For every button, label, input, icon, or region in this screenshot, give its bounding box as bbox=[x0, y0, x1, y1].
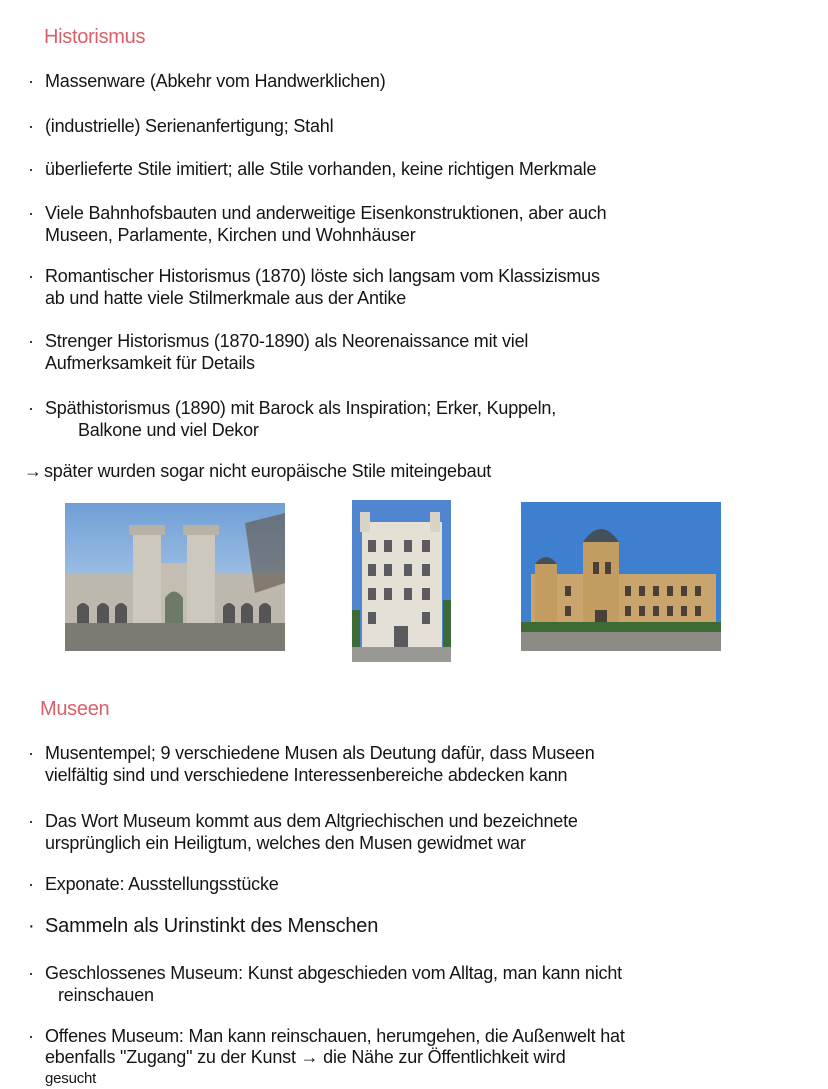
photo-sandstone-building bbox=[521, 502, 721, 651]
item-text: Aufmerksamkeit für Details bbox=[45, 353, 255, 373]
item-text: vielfältig sind und verschiedene Interessenbereiche abdecken kann bbox=[45, 765, 568, 785]
bullet: · bbox=[28, 203, 34, 223]
item-text: reinschauen bbox=[58, 985, 154, 1005]
bullet: · bbox=[28, 811, 34, 831]
item-text: überlieferte Stile imitiert; alle Stile vorhanden, keine richtigen Merkmale bbox=[45, 159, 597, 179]
item-text: gesucht bbox=[45, 1070, 97, 1087]
list-item bbox=[28, 810, 808, 854]
item-text: (industrielle) Serienanfertigung; Stahl bbox=[45, 116, 334, 136]
item-text: ab und hatte viele Stilmerkmale aus der Antike bbox=[45, 288, 407, 308]
list-item bbox=[28, 330, 808, 374]
item-text: Museen, Parlamente, Kirchen und Wohnhäuser bbox=[45, 225, 416, 245]
bullet: · bbox=[28, 159, 34, 179]
item-text: Romantischer Historismus (1870) löste sich langsam vom Klassizismus bbox=[45, 266, 600, 286]
list-item bbox=[28, 265, 808, 309]
item-text: Viele Bahnhofsbauten und anderweitige Eisenkonstruktionen, aber auch bbox=[45, 203, 607, 223]
bullet: · bbox=[28, 963, 34, 983]
list-item bbox=[28, 873, 808, 895]
item-text: Musentempel; 9 verschiedene Musen als Deutung dafür, dass Museen bbox=[45, 743, 595, 763]
item-text: Massenware (Abkehr vom Handwerklichen) bbox=[45, 71, 386, 91]
list-item bbox=[28, 202, 808, 246]
bullet: · bbox=[28, 743, 34, 763]
item-text: ursprünglich ein Heiligtum, welches den Musen gewidmet war bbox=[45, 833, 526, 853]
list-item bbox=[28, 1026, 808, 1089]
item-text: später wurden sogar nicht europäische Stile miteingebaut bbox=[44, 461, 492, 481]
bullet: · bbox=[28, 116, 34, 136]
photo-city-gate bbox=[65, 503, 285, 651]
conclusion-line bbox=[24, 460, 808, 482]
item-text: Exponate: Ausstellungsstücke bbox=[45, 874, 279, 894]
bullet: · bbox=[28, 266, 34, 286]
bullet: · bbox=[28, 874, 34, 894]
list-item bbox=[28, 70, 808, 92]
photo-ornate-building bbox=[352, 500, 451, 662]
list-item bbox=[28, 158, 808, 180]
bullet: · bbox=[28, 398, 34, 418]
item-text: Sammeln als Urinstinkt des Menschen bbox=[45, 915, 379, 937]
list-item bbox=[28, 115, 808, 137]
item-text: Geschlossenes Museum: Kunst abgeschieden vom Alltag, man kann nicht bbox=[45, 963, 622, 983]
section-title-historismus: Historismus bbox=[44, 26, 146, 48]
list-item bbox=[28, 962, 808, 1006]
list-item bbox=[28, 915, 808, 937]
item-text: Das Wort Museum kommt aus dem Altgriechischen und bezeichnete bbox=[45, 811, 578, 831]
bullet: · bbox=[28, 1026, 34, 1046]
list-item bbox=[28, 742, 808, 786]
item-text: ebenfalls "Zugang" zu der Kunst → die Nähe zur Öffentlichkeit wird bbox=[45, 1047, 566, 1067]
item-text: Späthistorismus (1890) mit Barock als Inspiration; Erker, Kuppeln, bbox=[45, 398, 557, 418]
bullet: · bbox=[28, 331, 34, 351]
section-title-museen: Museen bbox=[40, 698, 110, 720]
bullet: · bbox=[28, 71, 34, 91]
item-text: Offenes Museum: Man kann reinschauen, herumgehen, die Außenwelt hat bbox=[45, 1026, 625, 1046]
arrow-icon: → bbox=[24, 461, 42, 481]
item-text: Strenger Historismus (1870-1890) als Neorenaissance mit viel bbox=[45, 331, 529, 351]
list-item bbox=[28, 397, 808, 441]
item-text: Balkone und viel Dekor bbox=[78, 420, 259, 440]
bullet: · bbox=[28, 915, 35, 937]
